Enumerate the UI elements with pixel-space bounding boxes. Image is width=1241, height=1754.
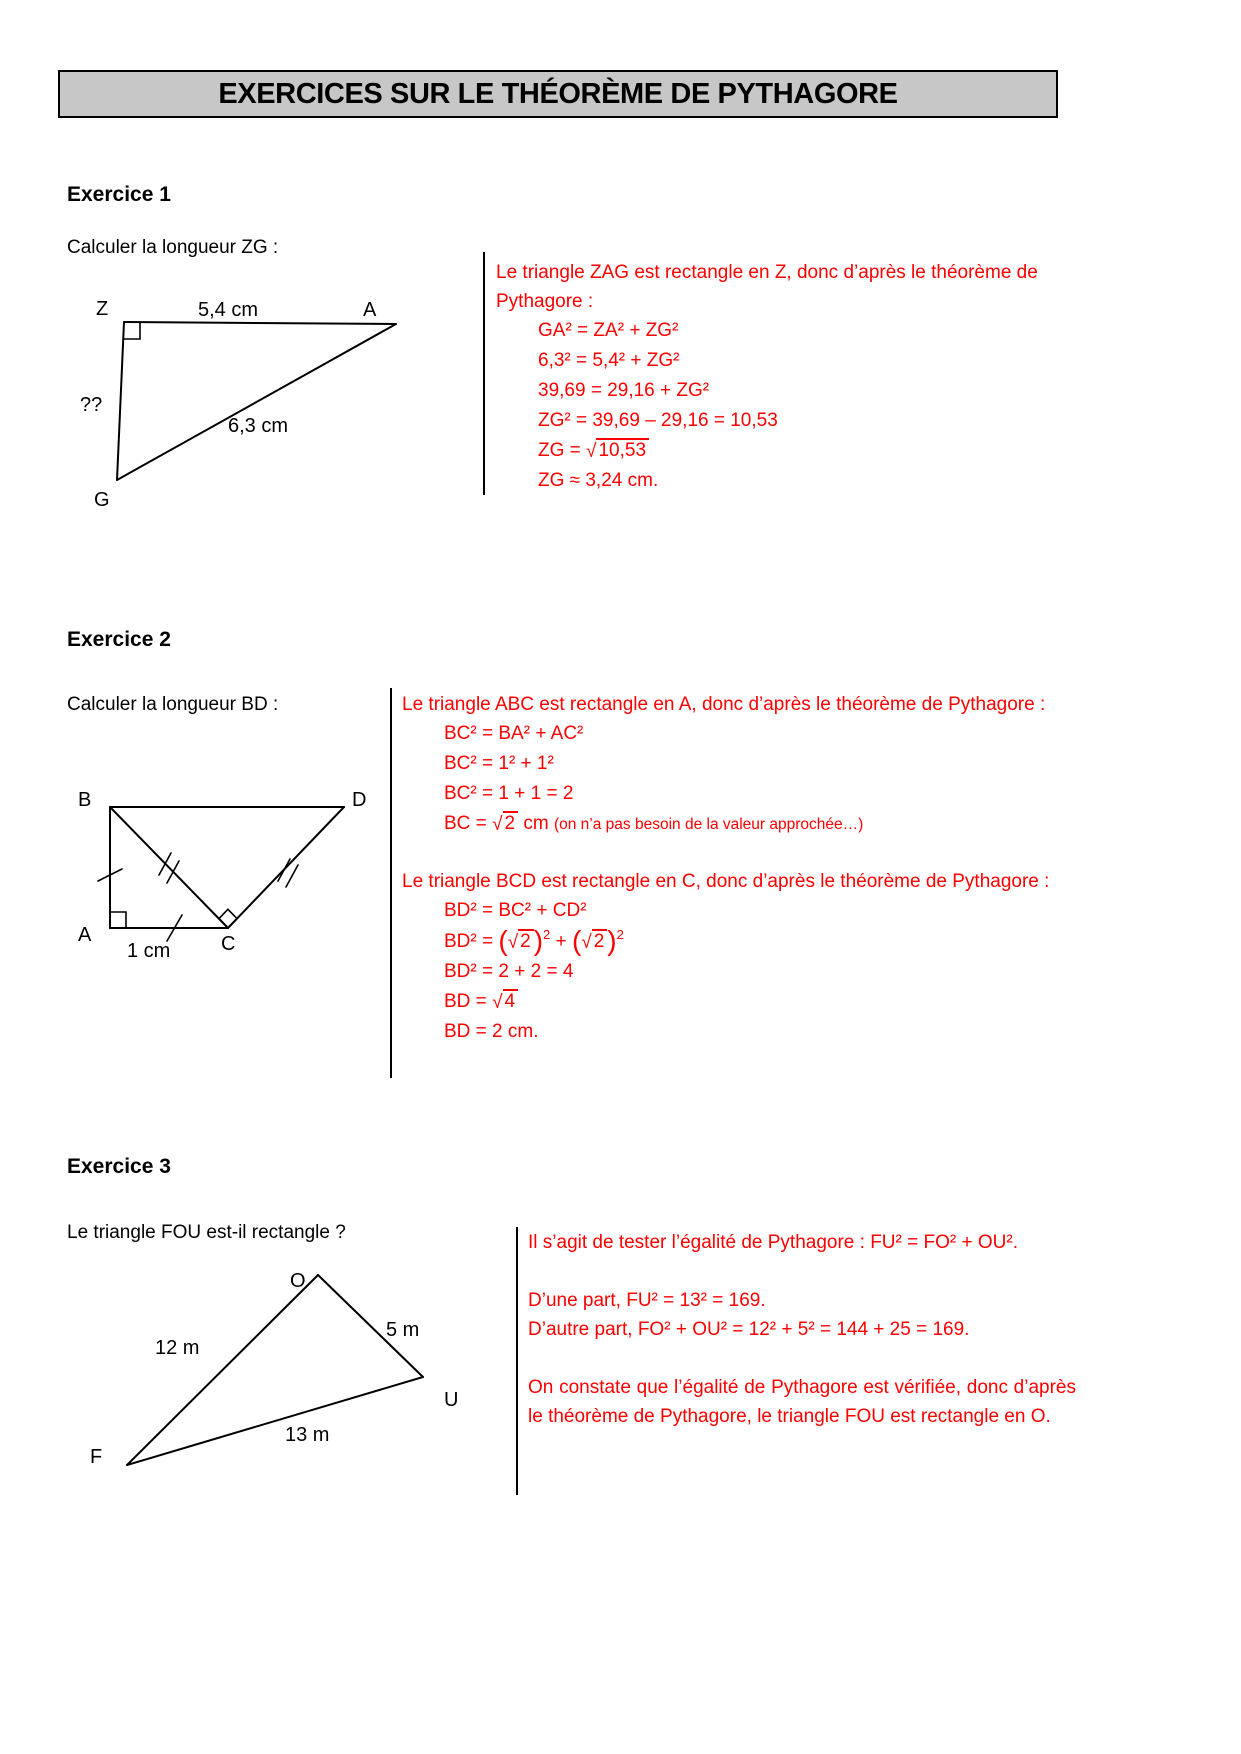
vertex-label-o: O [290, 1270, 306, 1292]
side-za-line [124, 322, 396, 324]
exercise2-solution-part1-steps [402, 719, 1070, 840]
vertex-label-b: B [78, 789, 92, 811]
exercise2-divider [390, 688, 392, 1078]
solution-step: BC² = 1² + 1² [444, 753, 554, 774]
solution-step: ZG = √ 10,53 [496, 436, 1071, 466]
square-root: √ 2 [492, 813, 518, 834]
exercise1-solution-intro: Le triangle ZAG est rectangle en Z, donc d’après le théorème de Pythagore : [496, 262, 1038, 312]
exercise1-solution [496, 258, 1071, 496]
exercise1-prompt: Calculer la longueur ZG : [67, 237, 279, 258]
exercise3-heading: Exercice 3 [67, 1155, 171, 1178]
square-root: √ 4 [492, 991, 518, 1012]
exercise2-solution [402, 690, 1070, 1047]
solution-step: 39,69 = 29,16 + ZG² [538, 380, 710, 401]
square-root: √ 2 [581, 931, 607, 952]
side-zg-line [117, 322, 124, 480]
right-angle-marker-z [124, 323, 140, 339]
side-label-fu: 13 m [285, 1424, 330, 1446]
exercise3-prompt: Le triangle FOU est-il rectangle ? [67, 1222, 346, 1243]
exercise2-solution-part2-intro: Le triangle BCD est rectangle en C, donc d’après le théorème de Pythagore : [402, 871, 1050, 892]
exercise1-figure [70, 283, 430, 523]
solution-step: BD² = BC² + CD² [444, 900, 587, 921]
solution-step: GA² = ZA² + ZG² [538, 320, 679, 341]
solution-step: BD = √ 4 [402, 987, 1070, 1017]
vertex-label-f: F [90, 1446, 103, 1468]
side-label-ou: 5 m [386, 1319, 420, 1341]
exercise2-solution-part1-intro: Le triangle ABC est rectangle en A, donc d’après le théorème de Pythagore : [402, 694, 1046, 715]
vertex-label-z: Z [96, 298, 109, 320]
side-ga-line [117, 324, 396, 480]
vertex-label-c: C [221, 933, 236, 955]
exercise3-solution-conclusion: On constate que l’égalité de Pythagore est vérifiée, donc d’après le théorème de Pythagore, le triangle FOU est rectangle en O. [528, 1377, 1076, 1427]
side-label-ga: 6,3 cm [228, 415, 289, 437]
vertex-label-d: D [352, 789, 367, 811]
exercise1-solution-steps [496, 316, 1071, 496]
solution-step: 6,3² = 5,4² + ZG² [538, 350, 680, 371]
exercise2-figure [65, 780, 385, 985]
vertex-label-u: U [444, 1389, 459, 1411]
page-title-text: EXERCICES SUR LE THÉORÈME DE PYTHAGORE [218, 77, 898, 110]
solution-step: ZG² = 39,69 – 29,16 = 10,53 [538, 410, 778, 431]
solution-step: BC² = 1 + 1 = 2 [444, 783, 574, 804]
exercise1-divider [483, 252, 485, 495]
solution-step: BD = 2 cm. [444, 1021, 539, 1042]
exercise3-solution-part2: D’autre part, FO² + OU² = 12² + 5² = 144 + 25 = 169. [528, 1319, 970, 1340]
side-label-fo: 12 m [155, 1337, 200, 1359]
vertex-label-g: G [94, 489, 110, 511]
exercise3-figure [65, 1258, 485, 1488]
exercise3-solution [528, 1228, 1076, 1431]
square-root: √ 10,53 [586, 440, 649, 461]
exercise2-solution-part2-steps [402, 896, 1070, 1047]
solution-step: BC = √ 2 cm (on n’a pas besoin de la valeur approchée…) [444, 813, 864, 835]
exercise3-solution-part1: D’une part, FU² = 13² = 169. [528, 1290, 766, 1311]
square-root: √ 2 [508, 931, 534, 952]
side-label-za: 5,4 cm [198, 299, 259, 321]
side-label-zg: ?? [80, 394, 103, 416]
page-title [58, 70, 1058, 118]
vertex-label-a2: A [78, 924, 92, 946]
exercise3-divider [516, 1227, 518, 1495]
side-label-ac: 1 cm [127, 940, 171, 962]
solution-step: ZG ≈ 3,24 cm. [538, 470, 659, 491]
vertex-label-a: A [363, 299, 377, 321]
solution-step: BD² = (√ 2 )$^2$ + (√ 2 )$^2$ [444, 925, 624, 956]
side-bc-line [110, 807, 228, 928]
solution-step: BD² = 2 + 2 = 4 [444, 961, 574, 982]
exercise2-prompt: Calculer la longueur BD : [67, 694, 279, 715]
right-angle-marker-a [110, 912, 126, 928]
solution-step: BC² = BA² + AC² [444, 723, 584, 744]
exercise2-heading: Exercice 2 [67, 628, 171, 651]
right-angle-marker-c [219, 909, 237, 928]
exercise1-heading: Exercice 1 [67, 183, 171, 206]
exercise3-solution-test: Il s’agit de tester l’égalité de Pythagore : FU² = FO² + OU². [528, 1232, 1018, 1253]
